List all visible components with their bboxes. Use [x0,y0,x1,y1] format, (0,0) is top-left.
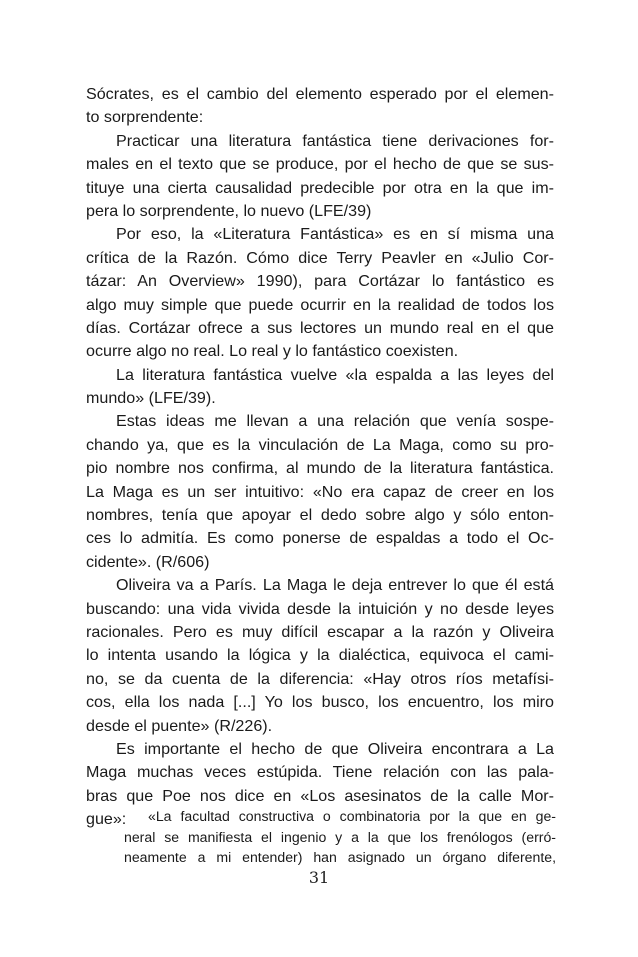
text-line: Practicar una literatura fantástica tiene derivaciones for- [116,131,554,150]
text-line: cos, ella los nada [...] Yo los busco, los encuentro, los miro [86,693,554,712]
text-line: no, se da cuenta de la diferencia: «Hay otros ríos metafísi- [86,669,554,688]
text-line: cidente». (R/606) [86,552,210,571]
text-line: pio nombre nos confirma, al mundo de la literatura fantástica. [86,459,554,478]
text-line: nombres, tenía que apoyar el dedo sobre algo y sólo enton- [86,506,554,525]
body-text [86,83,554,832]
page-number: 31 [308,868,330,887]
text-line: pera lo sorprendente, lo nuevo (LFE/39) [86,201,372,220]
text-line: Oliveira va a París. La Maga le deja entrever lo que él está [116,576,554,595]
text-line: bras que Poe nos dice en «Los asesinatos de la calle Mor- [86,786,554,805]
text-line: mundo» (LFE/39). [86,389,216,408]
text-line: Sócrates, es el cambio del elemento esperado por el elemen- [86,85,554,103]
text-line: males en el texto que se produce, por el hecho de que se sus- [86,155,554,174]
text-line: Estas ideas me llevan a una relación que venía sospe- [116,412,554,431]
quote-line: neamente a mi entender) han asignado un órgano diferente, [124,849,556,865]
text-line: crítica de la Razón. Cómo dice Terry Peavler en «Julio Cor- [86,248,554,267]
text-line: algo muy simple que puede ocurrir en la realidad de todos los [86,295,554,314]
text-line: to sorprendente: [86,108,204,127]
text-line: Es importante el hecho de que Oliveira encontrara a La [116,739,554,758]
block-quote [124,806,556,868]
text-line: Por eso, la «Literatura Fantástica» es en sí misma una [116,225,554,244]
text-line: ces lo admitía. Es como ponerse de espaldas a todo el Oc- [86,529,554,548]
text-line: La Maga es un ser intuitivo: «No era capaz de creer en los [86,482,554,501]
text-line: desde el puente» (R/226). [86,716,273,735]
quote-line: neral se manifiesta el ingenio y a la que los frenólogos (erró- [124,828,556,845]
text-line: días. Cortázar ofrece a sus lectores un mundo real en el que [86,318,554,337]
text-line: tituye una cierta causalidad predecible por otra en la que im- [86,178,554,197]
text-line: lo intenta usando la lógica y la dialéctica, equivoca el cami- [86,646,554,665]
text-line: buscando: una vida vivida desde la intuición y no desde leyes [86,599,554,618]
text-line: racionales. Pero es muy difícil escapar a la razón y Oliveira [86,622,554,641]
text-line: chando ya, que es la vinculación de La Maga, como su pro- [86,435,554,454]
quote-line: «La facultad constructiva o combinatoria por la que en ge- [148,808,556,824]
text-line: Maga muchas veces estúpida. Tiene relación con las pala- [86,763,554,782]
text-line: ocurre algo no real. Lo real y lo fantástico coexisten. [86,342,459,361]
text-line: tázar: An Overview» 1990), para Cortázar lo fantástico es [86,272,554,291]
text-line: La literatura fantástica vuelve «la espalda a las leyes del [116,365,554,384]
text-line: gue»: [86,810,127,829]
